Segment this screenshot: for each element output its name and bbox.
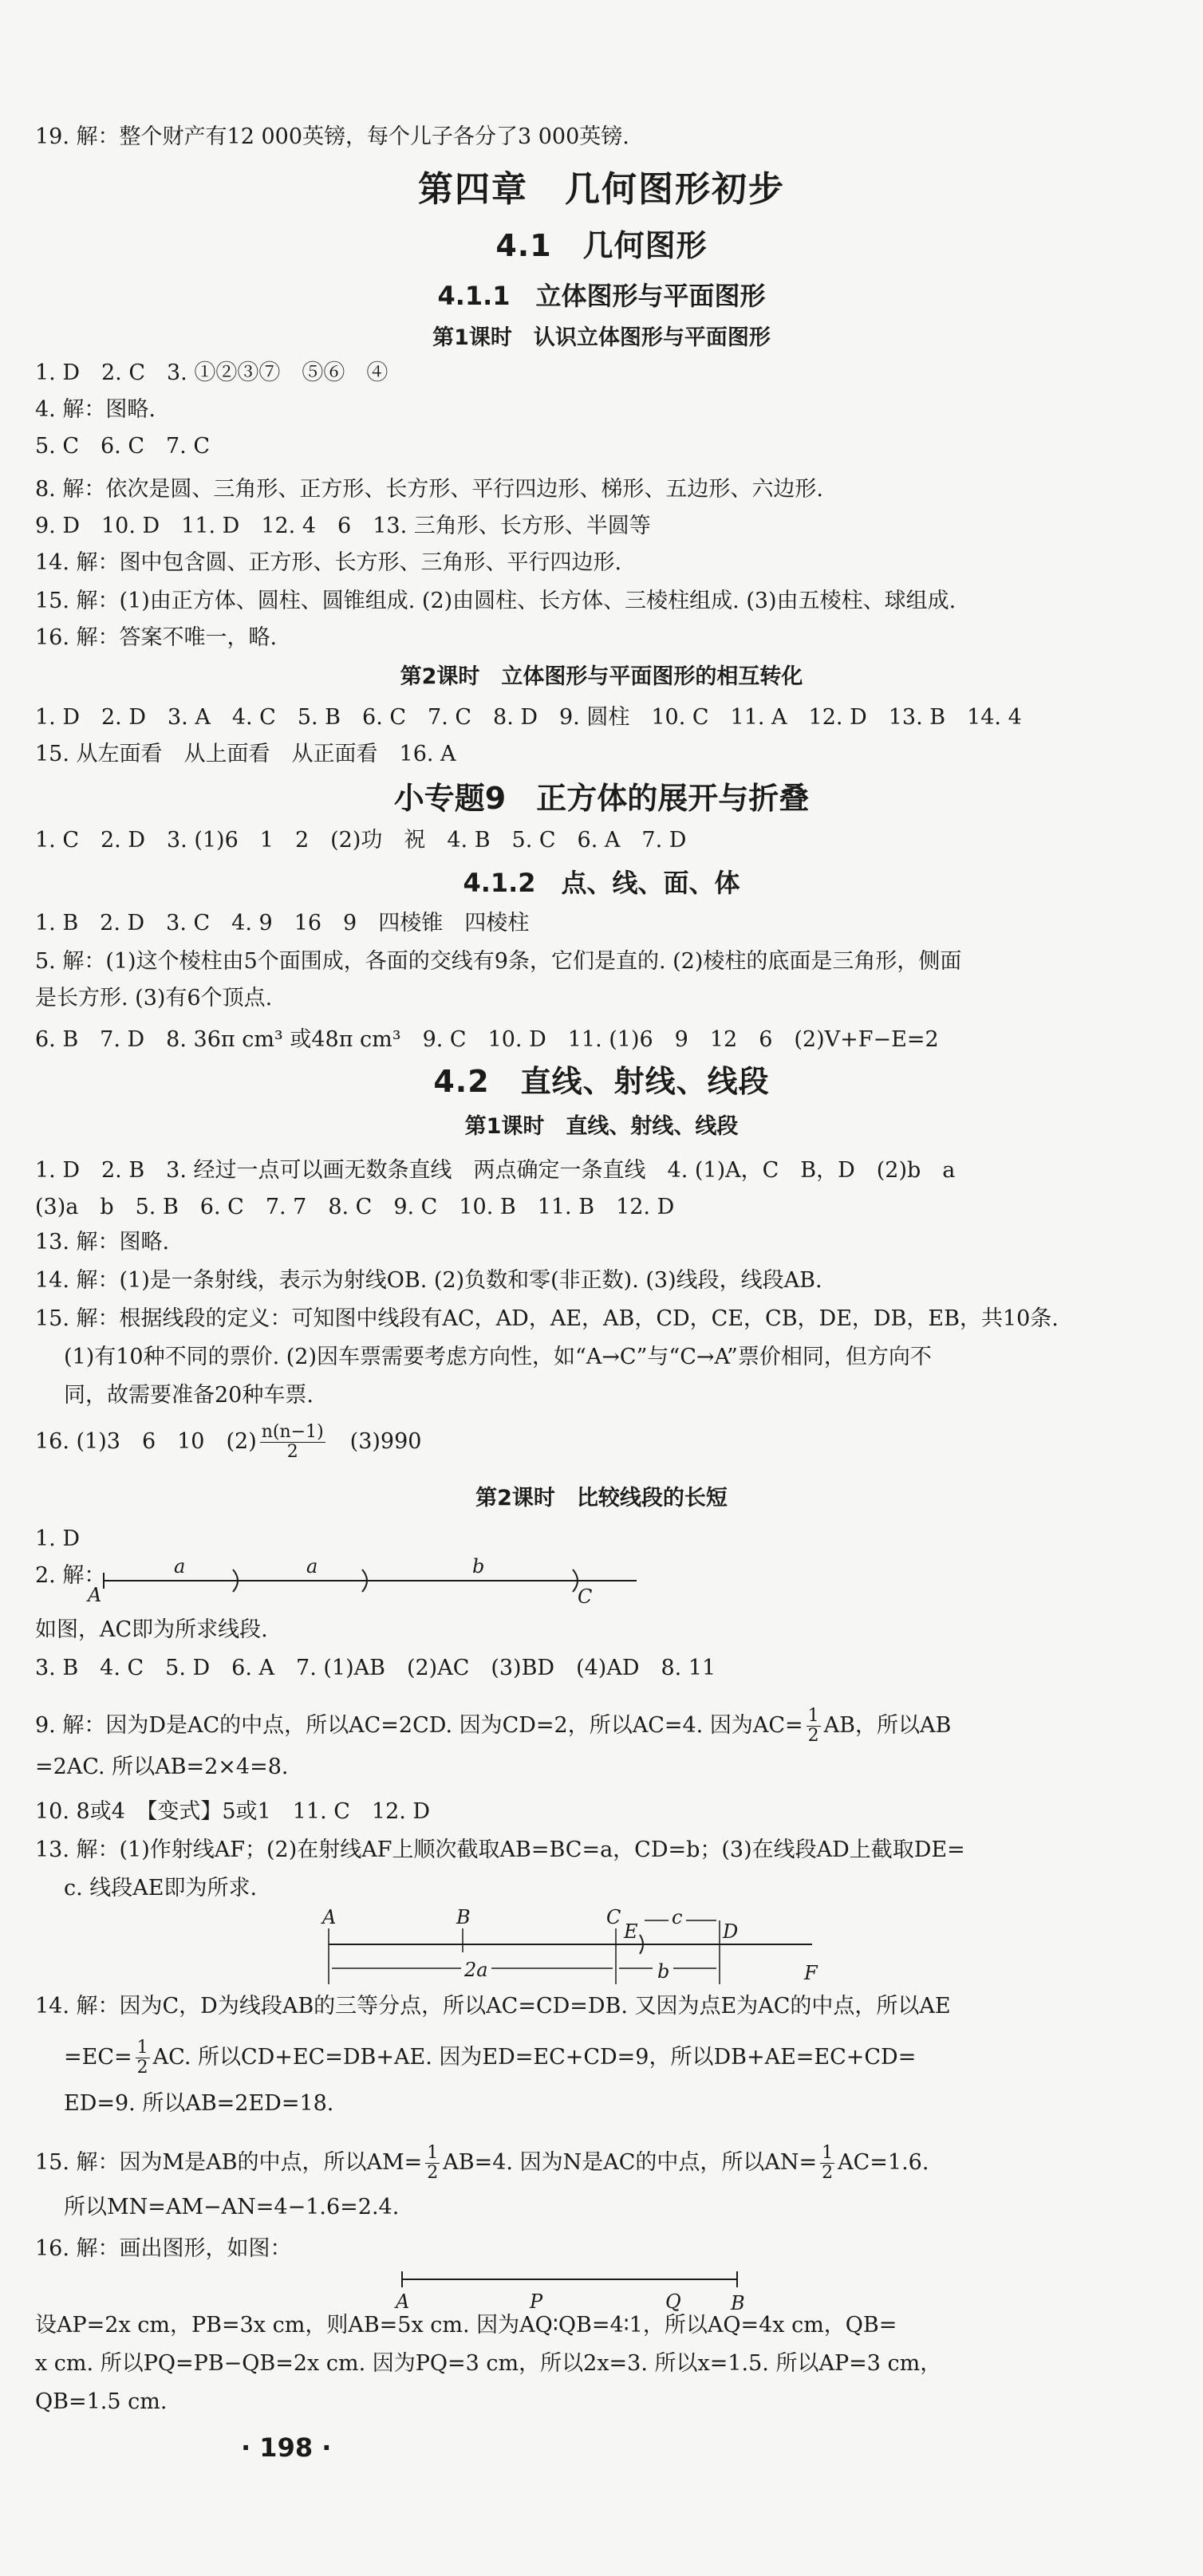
- answer-line: 所以MN=AM−AN=4−1.6=2.4.: [64, 2195, 400, 2220]
- answer-text: AC. 所以CD+EC=DB+AE. 因为ED=EC+CD=9，所以DB+AE=EC+CD=: [152, 2045, 917, 2070]
- chapter-title: 第四章 几何图形初步: [418, 169, 785, 210]
- fraction: [820, 2144, 834, 2183]
- answer-line: 16. 解：画出图形，如图：: [35, 2236, 292, 2261]
- subsection-title-4-1-2: 4.1.2 点、线、面、体: [463, 868, 740, 898]
- answer-text: AB=4. 因为N是AC的中点，所以AN=: [443, 2150, 818, 2175]
- answer-line: 16. 解：答案不唯一，略.: [35, 625, 278, 650]
- lesson-title-3: 第1课时 直线、射线、线段: [464, 1114, 739, 1139]
- label-point-f: F: [804, 1962, 818, 1984]
- lesson-title-1: 第1课时 认识立体图形与平面图形: [432, 325, 771, 350]
- answer-line: [35, 1707, 1171, 1746]
- answer-line: 14. 解：(1)是一条射线，表示为射线OB. (2)负数和零(非正数). (3)线段，线段AB.: [35, 1268, 822, 1293]
- page-number: · 198 ·: [241, 2432, 332, 2463]
- answer-line: 14. 解：图中包含圆、正方形、长方形、三角形、平行四边形.: [35, 550, 622, 575]
- answer-line: 是长方形. (3)有6个顶点.: [35, 986, 273, 1010]
- subsection-title-4-1-1: 4.1.1 立体图形与平面图形: [437, 281, 766, 311]
- section-title-4-2: 4.2 直线、射线、线段: [433, 1064, 770, 1099]
- answer-line: 15. 解：根据线段的定义：可知图中线段有AC，AD，AE，AB，CD，CE，CB，DE，DB，EB，共10条.: [35, 1306, 1059, 1331]
- fraction: [260, 1423, 325, 1462]
- label-point-d: D: [723, 1920, 739, 1943]
- answer-line: ED=9. 所以AB=2ED=18.: [64, 2091, 334, 2116]
- answer-line: 10. 8或4 【变式】5或1 11. C 12. D: [35, 1799, 431, 1824]
- answer-line: 1. D 2. D 3. A 4. C 5. B 6. C 7. C 8. D 9. 圆柱 10. C 11. A 12. D 13. B 14. 4: [35, 705, 1022, 730]
- fraction-denominator: 2: [427, 2163, 439, 2183]
- answer-line: 15. 解：(1)由正方体、圆柱、圆锥组成. (2)由圆柱、长方体、三棱柱组成. (3)由五棱柱、球组成.: [35, 589, 956, 613]
- answer-line: 1. D: [35, 1526, 80, 1551]
- fraction-denominator: 2: [807, 1726, 819, 1746]
- q2-diagram: [86, 1552, 645, 1608]
- fraction-denominator: 2: [286, 1442, 298, 1462]
- answer-line: 同，故需要准备20种车票.: [64, 1383, 314, 1408]
- label-length-2a: 2a: [464, 1959, 488, 1981]
- answer-line: 4. 解：图略.: [35, 397, 156, 422]
- lesson-title-2: 第2课时 立体图形与平面图形的相互转化: [400, 664, 803, 689]
- label-point-a: A: [396, 2290, 410, 2313]
- fraction-numerator: n(n−1): [261, 1422, 324, 1442]
- answer-line: 1. B 2. D 3. C 4. 9 16 9 四棱锥 四棱柱: [35, 911, 530, 935]
- label-point-a: A: [322, 1906, 337, 1928]
- answer-text: =EC=: [64, 2045, 132, 2070]
- answer-line: 如图，AC即为所求线段.: [35, 1617, 268, 1642]
- answer-line: 14. 解：因为C，D为线段AB的三等分点，所以AC=CD=DB. 又因为点E为AC的中点，所以AE: [35, 1994, 951, 2019]
- fraction: [807, 1707, 821, 1746]
- answer-line: x cm. 所以PQ=PB−QB=2x cm. 因为PQ=3 cm，所以2x=3. 所以x=1.5. 所以AP=3 cm，: [35, 2351, 942, 2376]
- label-point-b: B: [456, 1906, 471, 1928]
- special-topic-title: 小专题9 正方体的展开与折叠: [393, 781, 810, 816]
- answer-text: 9. 解：因为D是AC的中点，所以AC=2CD. 因为CD=2，所以AC=4. 因为AC=: [35, 1713, 803, 1738]
- answer-line: 5. C 6. C 7. C: [35, 434, 211, 459]
- answer-line: [35, 2144, 1171, 2183]
- label-length-c: c: [672, 1906, 683, 1928]
- q13-diagram: [318, 1904, 828, 1992]
- label-point-p: P: [530, 2290, 543, 2313]
- label-length-a: a: [306, 1555, 318, 1578]
- answer-line: (3)a b 5. B 6. C 7. 7 8. C 9. C 10. B 11. B 12. D: [35, 1195, 675, 1219]
- q19-answer: 19. 解：整个财产有12 000英镑，每个儿子各分了3 000英镑.: [35, 124, 629, 149]
- fraction: [136, 2038, 150, 2078]
- label-point-b: B: [731, 2292, 745, 2314]
- answer-line: 设AP=2x cm，PB=3x cm，则AB=5x cm. 因为AQ∶QB=4∶1，所以AQ=4x cm，QB=: [35, 2313, 897, 2338]
- answer-line: 2. 解：: [35, 1563, 106, 1588]
- answer-line: 5. 解：(1)这个棱柱由5个面围成，各面的交线有9条，它们是直的. (2)棱柱的底面是三角形，侧面: [35, 949, 962, 974]
- label-point-c: C: [606, 1906, 621, 1928]
- answer-text: (3)990: [349, 1429, 422, 1454]
- label-c-point: C: [578, 1585, 593, 1608]
- label-point-q: Q: [665, 2290, 681, 2313]
- fraction-numerator: 1: [822, 2143, 834, 2163]
- figure-q13-construction: [318, 1904, 828, 1995]
- fraction-numerator: 1: [807, 1706, 819, 1726]
- answer-line: =2AC. 所以AB=2×4=8.: [35, 1755, 289, 1779]
- label-length-b: b: [472, 1555, 485, 1578]
- answer-line: QB=1.5 cm.: [35, 2389, 168, 2414]
- answer-line: 1. C 2. D 3. (1)6 1 2 (2)功 祝 4. B 5. C 6. A 7. D: [35, 828, 687, 853]
- answer-line: 9. D 10. D 11. D 12. 4 6 13. 三角形、长方形、半圆等: [35, 514, 651, 538]
- label-a-point: A: [88, 1584, 102, 1606]
- label-length-b: b: [657, 1960, 670, 1983]
- label-point-e: E: [624, 1920, 638, 1943]
- answer-line: c. 线段AE即为所求.: [64, 1876, 258, 1900]
- answer-line: 1. D 2. B 3. 经过一点可以画无数条直线 两点确定一条直线 4. (1)A，C B，D (2)b a: [35, 1158, 956, 1183]
- figure-q2-segment: [86, 1552, 645, 1611]
- answer-text: AC=1.6.: [838, 2150, 929, 2175]
- answer-line: (1)有10种不同的票价. (2)因车票需要考虑方向性，如“A→C”与“C→A”票价相同，但方向不: [64, 1345, 932, 1369]
- answer-line: 13. 解：图略.: [35, 1230, 170, 1255]
- answer-line: [64, 2038, 1171, 2078]
- answer-text: 16. (1)3 6 10 (2): [35, 1429, 257, 1454]
- fraction-numerator: 1: [136, 2038, 148, 2058]
- label-length-a: a: [174, 1555, 186, 1578]
- fraction-numerator: 1: [427, 2143, 439, 2163]
- answer-line: [35, 1423, 1171, 1462]
- answer-line: 1. D 2. C 3. ①②③⑦ ⑤⑥ ④: [35, 360, 389, 385]
- section-title-4-1: 4.1 几何图形: [495, 228, 708, 263]
- answer-line: 13. 解：(1)作射线AF；(2)在射线AF上顺次截取AB=BC=a，CD=b；(3)在线段AD上截取DE=: [35, 1837, 965, 1862]
- lesson-title-4: 第2课时 比较线段的长短: [475, 1486, 728, 1511]
- fraction-denominator: 2: [136, 2058, 148, 2078]
- answer-line: 3. B 4. C 5. D 6. A 7. (1)AB (2)AC (3)BD (4)AD 8. 11: [35, 1656, 716, 1680]
- answer-text: AB，所以AB: [823, 1713, 952, 1738]
- fraction-denominator: 2: [822, 2163, 834, 2183]
- answer-line: 15. 从左面看 从上面看 从正面看 16. A: [35, 742, 456, 766]
- answer-text: 15. 解：因为M是AB的中点，所以AM=: [35, 2150, 423, 2175]
- answer-line: 8. 解：依次是圆、三角形、正方形、长方形、平行四边形、梯形、五边形、六边形.: [35, 477, 823, 502]
- answer-line: 6. B 7. D 8. 36π cm³ 或48π cm³ 9. C 10. D 11. (1)6 9 12 6 (2)V+F−E=2: [35, 1027, 939, 1052]
- fraction: [425, 2144, 440, 2183]
